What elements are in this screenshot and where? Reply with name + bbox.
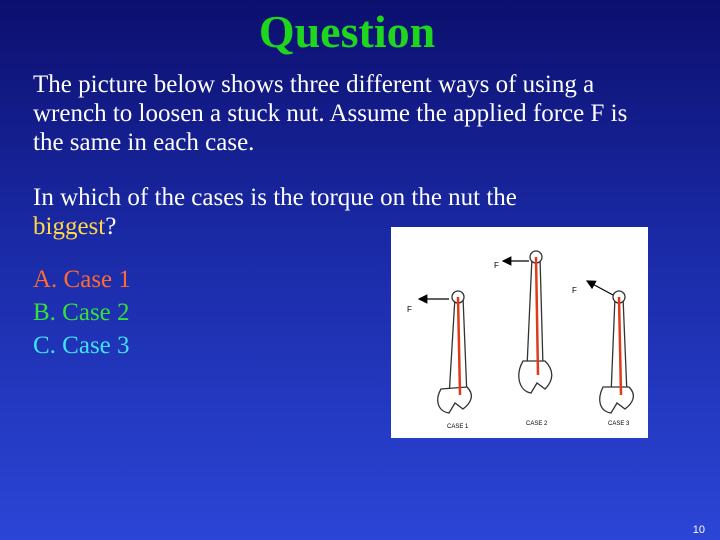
answer-list bbox=[33, 263, 131, 362]
force-label-case-2: F bbox=[494, 261, 499, 270]
lever-arm-case-2 bbox=[536, 257, 538, 375]
lever-arm-case-1 bbox=[458, 297, 460, 395]
question-text-start: In which of the cases is the torque on the nut the bbox=[33, 184, 517, 211]
wrench-case-3 bbox=[587, 281, 633, 413]
answer-option-c[interactable]: C. Case 3 bbox=[33, 332, 130, 359]
answer-option-b[interactable]: B. Case 2 bbox=[33, 299, 130, 326]
case-label-3: CASE 3 bbox=[608, 421, 630, 427]
lever-arm-case-3 bbox=[619, 297, 621, 395]
wrench-figure bbox=[391, 227, 648, 438]
question-highlight: biggest bbox=[33, 213, 106, 240]
page-number: 10 bbox=[692, 524, 705, 536]
force-label-case-1: F bbox=[407, 305, 412, 314]
answer-option-a[interactable]: A. Case 1 bbox=[33, 266, 131, 293]
wrench-case-1 bbox=[419, 291, 471, 413]
case-label-2: CASE 2 bbox=[526, 421, 548, 427]
question-text-end: ? bbox=[105, 213, 117, 240]
slide-title: Question bbox=[258, 6, 436, 57]
case-label-1: CASE 1 bbox=[447, 424, 469, 430]
intro-paragraph: The picture below shows three different ways of using a wrench to loosen a stuck nut. Assume the applied force F is the same in each case. bbox=[33, 71, 628, 156]
force-arrow-case-3 bbox=[587, 281, 613, 295]
wrench-case-2 bbox=[503, 251, 552, 393]
force-label-case-3: F bbox=[572, 286, 577, 295]
wrench-diagram bbox=[391, 227, 648, 438]
